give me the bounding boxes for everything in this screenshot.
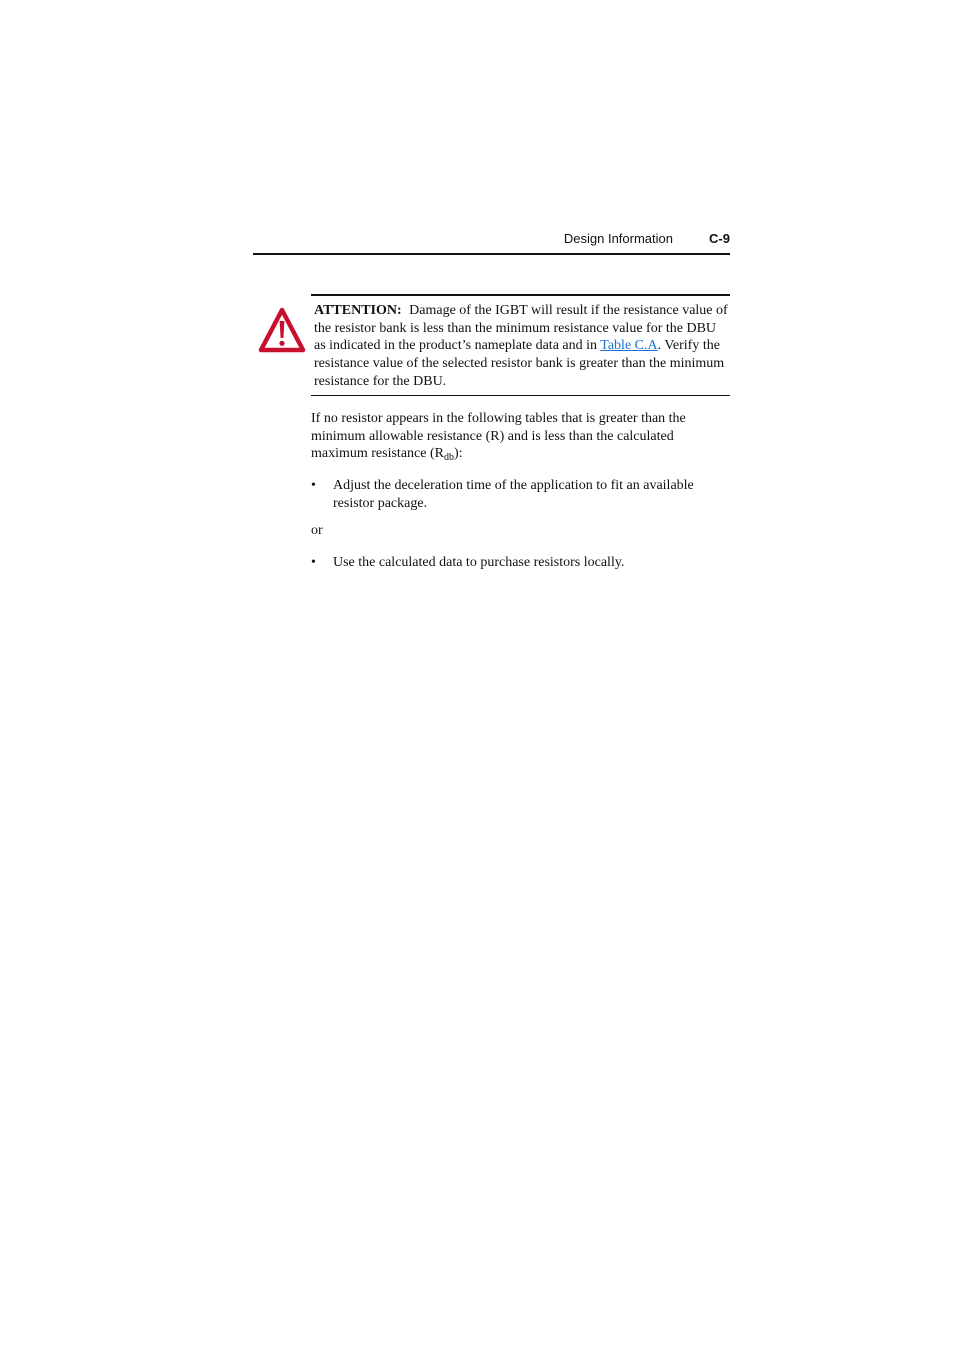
page-number: C-9 [709, 231, 730, 246]
bullet-text-purchase-locally: Use the calculated data to purchase resistors locally. [333, 555, 625, 570]
or-text: or [311, 523, 323, 538]
table-c-a-link[interactable]: Table C.A [600, 338, 658, 354]
bullet-dot: • [311, 478, 316, 493]
attention-notice [311, 294, 730, 396]
intro-text: If no resistor appears in the following tables that is greater than the minimum allowable resistance (R) and is less than the calculated maximum resistance (R [311, 411, 686, 462]
attention-label: ATTENTION: [314, 303, 402, 318]
header-rule [253, 253, 730, 255]
bullet-text-adjust-deceleration: Adjust the deceleration time of the application to fit an available resistor package. [333, 478, 694, 511]
intro-end: ): [453, 446, 463, 462]
page-header [0, 229, 954, 249]
list-item [311, 477, 730, 512]
list-item [311, 554, 730, 572]
warning-triangle-icon [258, 307, 306, 354]
attention-text: Damage of the IGBT will result if the resistance value of the resistor bank is less than the minimum resistance value for the DBU as indicated in the product’s nameplate data and in [314, 303, 728, 354]
rdb-subscript: db [443, 452, 454, 464]
header-title: Design Information [563, 231, 673, 246]
intro-paragraph [311, 410, 730, 463]
attention-text-end: . Verify the resistance value of the selected resistor bank is greater than the minimum resistance for the DBU. [314, 338, 725, 389]
bullet-dot: • [311, 555, 316, 570]
